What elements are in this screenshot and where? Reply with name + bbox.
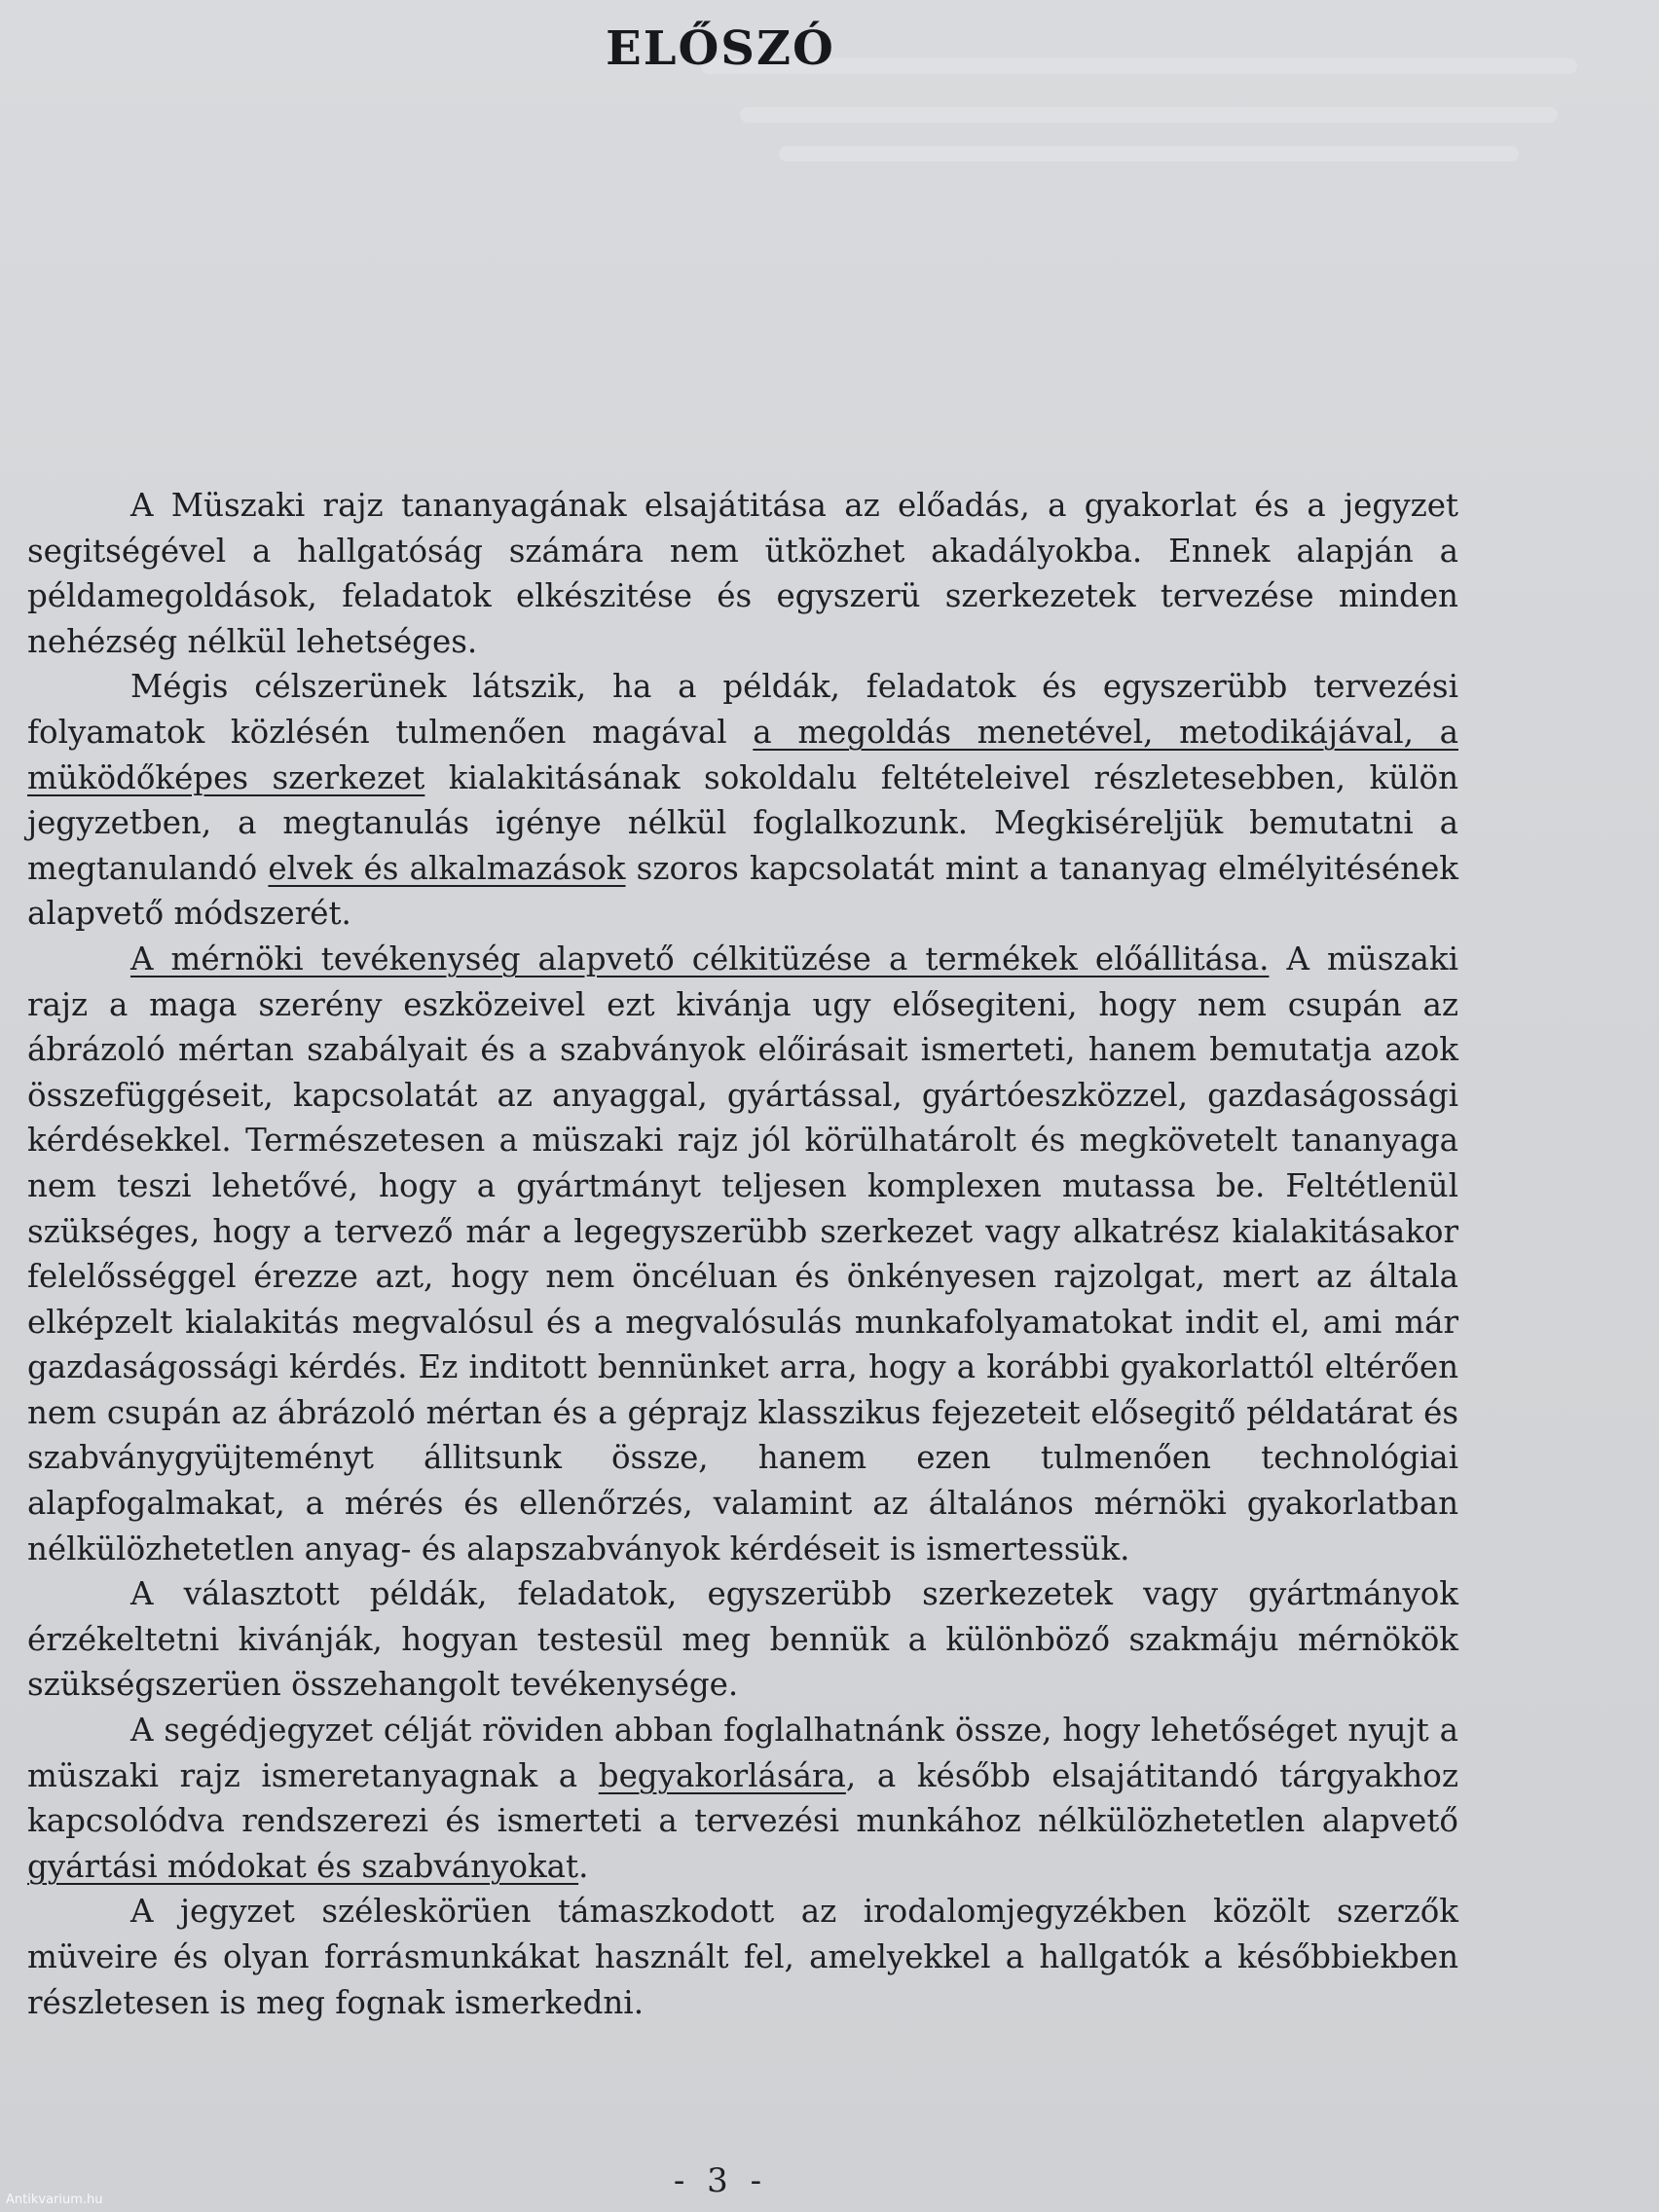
paragraph [27,483,1458,664]
paragraph [27,937,1458,1571]
text-run: A müszaki rajz a maga szerény eszközeivel ezt kivánja ugy elősegiteni, hogy nem csupán az ábrázoló mértan szabályait és a szabványok előirásait ismerteti, hanem bemutatja azok összefüggéseit, kapcsolatát az anyaggal, gyártással, gyártóeszközzel, gazdaságossági kérdésekkel. Természetesen a müszaki rajz jól körülhatárolt és megkövetelt tananyaga nem teszi lehetővé, hogy a gyártmányt teljesen komplexen mutassa be. Feltétlenül szükséges, hogy a tervező már a legegyszerübb szerkezet vagy alkatrész kialakitásakor felelősséggel érezze azt, hogy nem öncéluan és önkényesen rajzolgat, mert az általa elképzelt kialakitás megvalósul és a megvalósulás munkafolyamatokat indit el, ami már gazdaságossági kérdés. Ez inditott bennünket arra, hogy a korábbi gyakorlattól eltérően nem csupán az ábrázoló mértan és a géprajz klasszikus fejezeteit elősegitő példatárat és szabványgyüjteményt állitsunk össze, hanem ezen tulmenően technológiai alapfogalmakat, a mérés és ellenőrzés, valamint az általános mérnöki gyakorlatban nélkülözhetetlen anyag- és alapszabványok kérdéseit is ismertessük. [27,940,1458,1567]
paragraph [27,1889,1458,2025]
text-run: , a később elsajátitandó tárgyakhoz kapcsolódva rendszerezi és ismerteti a tervezési munkához nélkülözhetetlen alapvető [27,1756,1458,1840]
text-run: A jegyzet széleskörüen támaszkodott az irodalomjegyzékben közölt szerzők müveire és olyan forrásmunkákat használt fel, amelyekkel a hallgatók a későbbiekben részletesen is meg fognak ismerkedni. [27,1893,1458,2021]
underlined-text: gyártási módokat és szabványokat [27,1847,579,1885]
paragraph [27,664,1458,937]
underlined-text: A mérnöki tevékenység alapvető célkitüzése a termékek előállitása. [130,940,1270,977]
underlined-text: begyakorlására [598,1756,846,1794]
underlined-text: elvek és alkalmazások [268,849,626,887]
page-number: - 3 - [673,2161,768,2200]
text-run: . [578,1847,589,1885]
bleed-through-shadow [740,107,1558,123]
page-title: ELŐSZÓ [606,21,835,76]
watermark: Antikvarium.hu [6,2193,103,2207]
text-run: A segédjegyzet célját röviden abban foglalhatnánk össze, hogy lehetőséget nyujt a müszaki rajz ismeretanyagnak a [27,1712,1458,1794]
text-run: A Müszaki rajz tananyagának elsajátitása az előadás, a gyakorlat és a jegyzet segitségével a hallgatóság számára nem ütközhet akadályokba. Ennek alapján a példamegoldások, feladatok elkészitése és egyszerü szerkezetek tervezése minden nehézség nélkül lehetséges. [27,487,1458,660]
underlined-text: a megoldás menetével, metodikájával, a müködőképes szerkezet [27,713,1458,796]
text-run: szoros kapcsolatát mint a tananyag elmélyitésének alapvető módszerét. [27,849,1458,933]
body-text [27,483,1458,2025]
bleed-through-shadow [779,146,1519,162]
text-run: Mégis célszerünek látszik, ha a példák, feladatok és egyszerübb tervezési folyamatok közlésén tulmenően magával [27,668,1458,751]
text-run: kialakitásának sokoldalu feltételeivel részletesebben, külön jegyzetben, a megtanulás igénye nélkül foglalkozunk. Megkiséreljük bemutatni a megtanulandó [27,758,1458,887]
text-run: A választott példák, feladatok, egyszerübb szerkezetek vagy gyártmányok érzékeltetni kivánják, hogyan testesül meg bennük a különböző szakmáju mérnökök szükségszerüen összehangolt tevékenysége. [27,1575,1458,1704]
paragraph [27,1708,1458,1889]
paragraph [27,1571,1458,1708]
